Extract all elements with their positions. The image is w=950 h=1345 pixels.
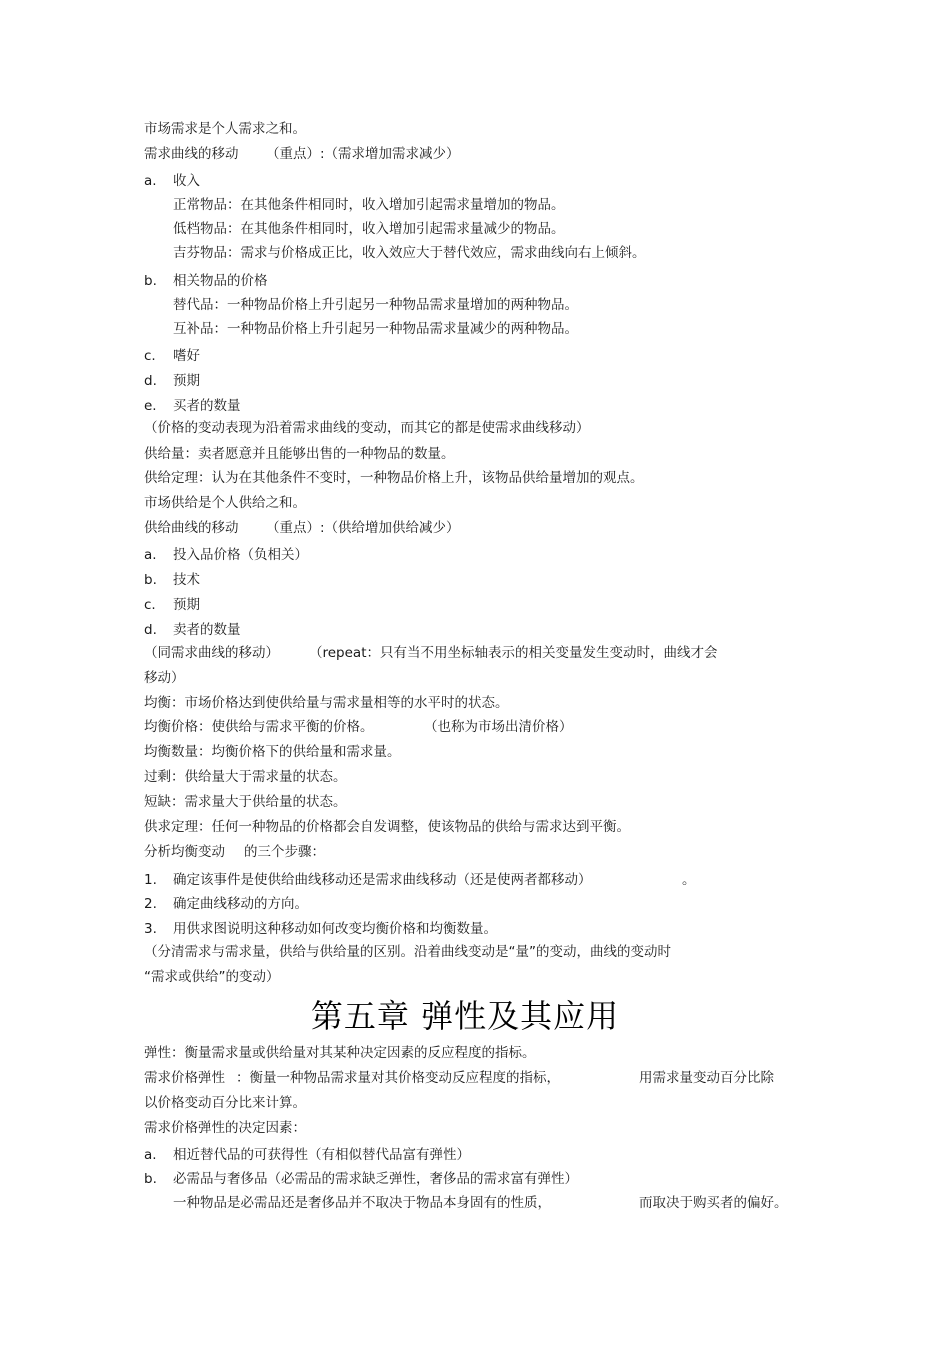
text-line: 低档物品：在其他条件相同时，收入增加引起需求量减少的物品。 <box>173 221 565 237</box>
list-text: 相关物品的价格 <box>173 273 268 289</box>
list-marker: e. <box>144 398 157 414</box>
line-segment: 分析均衡变动 <box>144 844 225 860</box>
text-line: （分清需求与需求量，供给与供给量的区别。沿着曲线变动是“量”的变动，曲线的变动时 <box>144 944 671 960</box>
list-text: 用供求图说明这种移动如何改变均衡价格和均衡数量。 <box>173 921 497 937</box>
line-segment: （也称为市场出清价格） <box>424 719 573 735</box>
list-text: 技术 <box>173 572 200 588</box>
list-marker: d. <box>144 373 157 389</box>
list-text: 确定曲线移动的方向。 <box>173 896 308 912</box>
line-segment: 的三个步骤： <box>244 844 325 860</box>
text-line: “需求或供给”的变动） <box>144 969 280 985</box>
list-marker: b. <box>144 572 157 588</box>
line-segment: （同需求曲线的移动） <box>144 645 279 661</box>
text-line: 过剩：供给量大于需求量的状态。 <box>144 769 347 785</box>
text-line: 供求定理：任何一种物品的价格都会自发调整，使该物品的供给与需求达到平衡。 <box>144 819 630 835</box>
line-segment: 一种物品是必需品还是奢侈品并不取决于物品本身固有的性质， <box>173 1195 551 1211</box>
list-marker: b. <box>144 273 157 289</box>
list-text: 收入 <box>173 173 200 189</box>
line-segment: 均衡价格：使供给与需求平衡的价格。 <box>144 719 374 735</box>
text-line: 需求价格弹性的决定因素： <box>144 1120 306 1136</box>
text-line: 弹性：衡量需求量或供给量对其某种决定因素的反应程度的指标。 <box>144 1045 536 1061</box>
text-line: （价格的变动表现为沿着需求曲线的变动，而其它的都是使需求曲线移动） <box>144 420 590 436</box>
list-text: 买者的数量 <box>173 398 241 414</box>
line-segment: 。 <box>682 872 696 888</box>
line-segment: 需求价格弹性 <box>144 1070 225 1086</box>
list-text: 确定该事件是使供给曲线移动还是需求曲线移动（还是使两者都移动） <box>173 872 592 888</box>
line-segment: 而取决于购买者的偏好。 <box>639 1195 788 1211</box>
text-line: 供给定理：认为在其他条件不变时，一种物品价格上升，该物品供给量增加的观点。 <box>144 470 644 486</box>
list-marker: c. <box>144 597 156 613</box>
line-segment: （重点）:（供给增加供给减少） <box>266 520 460 536</box>
list-marker: c. <box>144 348 156 364</box>
chapter-title: 第五章 弹性及其应用 <box>310 997 620 1035</box>
list-text: 必需品与奢侈品（必需品的需求缺乏弹性，奢侈品的需求富有弹性） <box>173 1171 578 1187</box>
text-line: 市场供给是个人供给之和。 <box>144 495 306 511</box>
list-marker: 3. <box>144 921 157 937</box>
list-marker: d. <box>144 622 157 638</box>
list-text: 预期 <box>173 373 200 389</box>
text-line: 市场需求是个人需求之和。 <box>144 121 306 137</box>
text-line: 供给量：卖者愿意并且能够出售的一种物品的数量。 <box>144 446 455 462</box>
text-line: 以价格变动百分比来计算。 <box>144 1095 306 1111</box>
line-segment: 用需求量变动百分比除 <box>639 1070 774 1086</box>
line-segment: 供给曲线的移动 <box>144 520 239 536</box>
text-line: 短缺：需求量大于供给量的状态。 <box>144 794 347 810</box>
text-line: 均衡：市场价格达到使供给量与需求量相等的水平时的状态。 <box>144 695 509 711</box>
text-line: 互补品：一种物品价格上升引起另一种物品需求量减少的两种物品。 <box>173 321 578 337</box>
text-line: 替代品：一种物品价格上升引起另一种物品需求量增加的两种物品。 <box>173 297 578 313</box>
line-segment: （重点）:（需求增加需求减少） <box>266 146 460 162</box>
text-line: 移动） <box>144 670 185 686</box>
list-marker: a. <box>144 547 157 563</box>
line-segment: ：衡量一种物品需求量对其价格变动反应程度的指标， <box>236 1070 560 1086</box>
line-segment: 需求曲线的移动 <box>144 146 239 162</box>
list-text: 投入品价格（负相关） <box>173 547 308 563</box>
list-marker: a. <box>144 1147 157 1163</box>
list-marker: b. <box>144 1171 157 1187</box>
list-text: 嗜好 <box>173 348 200 364</box>
line-segment: （repeat：只有当不用坐标轴表示的相关变量发生变动时，曲线才会 <box>309 645 718 661</box>
text-line: 正常物品：在其他条件相同时，收入增加引起需求量增加的物品。 <box>173 197 565 213</box>
list-text: 相近替代品的可获得性（有相似替代品富有弹性） <box>173 1147 470 1163</box>
list-text: 预期 <box>173 597 200 613</box>
list-marker: 2. <box>144 896 157 912</box>
list-marker: 1. <box>144 872 157 888</box>
list-text: 卖者的数量 <box>173 622 241 638</box>
text-line: 均衡数量：均衡价格下的供给量和需求量。 <box>144 744 401 760</box>
list-marker: a. <box>144 173 157 189</box>
text-line: 吉芬物品：需求与价格成正比，收入效应大于替代效应，需求曲线向右上倾斜。 <box>173 245 646 261</box>
